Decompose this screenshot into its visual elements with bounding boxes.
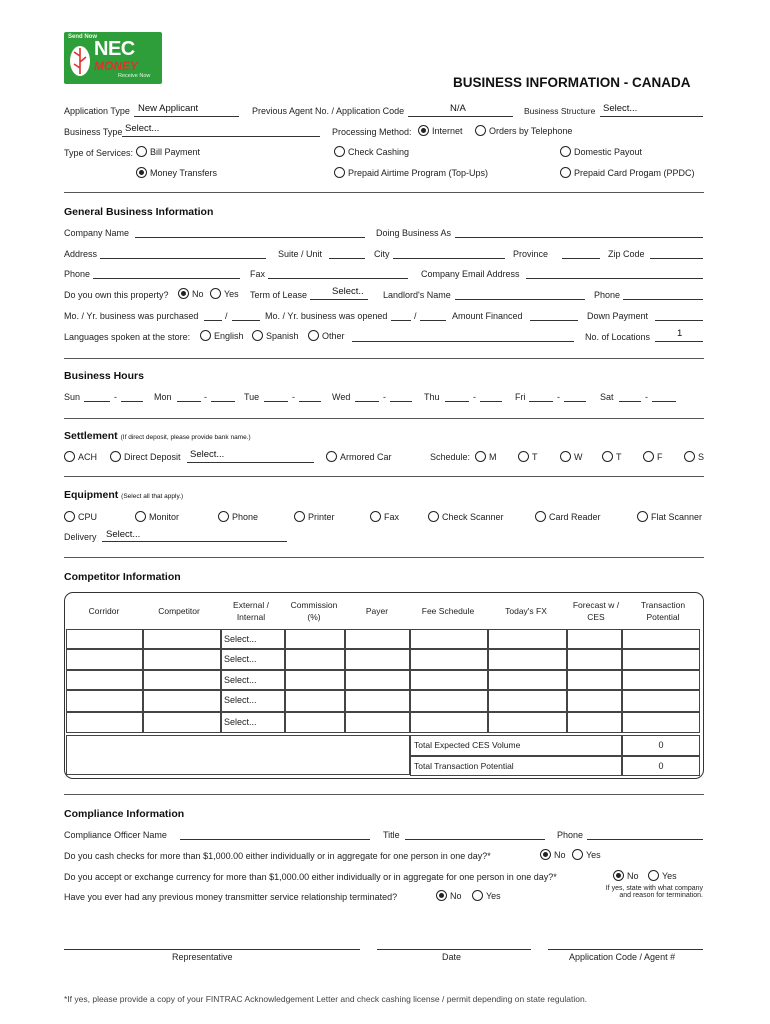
application-code-label: Application Code / Agent # [569, 952, 676, 962]
equipment-check-scanner-checkbox[interactable]: Check Scanner [428, 511, 504, 522]
hours-open-input[interactable] [529, 401, 553, 402]
hours-open-input[interactable] [264, 401, 288, 402]
settlement-heading: Settlement (If direct deposit, please provide bank name.) [64, 430, 251, 442]
title-input[interactable] [405, 839, 545, 840]
q2-no-radio[interactable]: No [613, 870, 639, 881]
own-property-no-radio[interactable]: No [178, 288, 204, 299]
email-input[interactable] [526, 278, 703, 279]
previous-agent-input[interactable]: N/A [450, 103, 466, 114]
question-terminated: Have you ever had any previous money transmitter service relationship terminated? [64, 892, 398, 902]
table-cell-input[interactable] [488, 712, 567, 733]
date-line[interactable] [377, 949, 531, 950]
date-label: Date [442, 952, 462, 962]
q3-no-radio[interactable]: No [436, 890, 462, 901]
table-cell-input[interactable] [410, 690, 488, 712]
external-internal-select[interactable]: Select... [221, 649, 285, 670]
hours-close-input[interactable] [211, 401, 235, 402]
table-cell-input[interactable] [410, 670, 488, 690]
hours-open-input[interactable] [177, 401, 201, 402]
col-forecast: Forecast w / CES [572, 600, 620, 622]
type-of-services-label: Type of Services: [64, 148, 134, 158]
processing-internet-radio[interactable]: Internet [418, 125, 463, 136]
province-label: Province [513, 249, 549, 259]
service-prepaid-card-radio[interactable]: Prepaid Card Progam (PPDC) [560, 167, 695, 178]
col-corridor: Corridor [88, 606, 120, 616]
email-label: Company Email Address [421, 269, 520, 279]
col-external-internal: External / Internal [233, 600, 269, 622]
hours-day-label: Tue [244, 392, 260, 402]
q3-yes-radio[interactable]: Yes [472, 890, 501, 901]
purchased-year-input[interactable] [232, 320, 260, 321]
hours-day-label: Fri [515, 392, 526, 402]
table-cell-input[interactable] [345, 690, 410, 712]
hours-heading: Business Hours [64, 370, 144, 382]
table-cell-input[interactable] [622, 712, 700, 733]
zip-label: Zip Code [608, 249, 645, 259]
landlord-phone-label: Phone [594, 290, 621, 300]
nec-money-logo [64, 32, 162, 84]
equipment-printer-checkbox[interactable]: Printer [294, 511, 335, 522]
lang-english-checkbox[interactable]: English [200, 330, 244, 341]
q2-yes-radio[interactable]: Yes [648, 870, 677, 881]
hours-open-input[interactable] [355, 401, 379, 402]
table-cell-input[interactable] [488, 690, 567, 712]
footer-note: *If yes, please provide a copy of your FINTRAC Acknowledgement Letter and check cashing license / permit depending on state regulation. [64, 994, 588, 1004]
amount-financed-label: Amount Financed [452, 311, 523, 321]
landlord-input[interactable] [455, 299, 585, 300]
table-cell-input[interactable] [143, 629, 221, 649]
table-cell-input[interactable] [345, 712, 410, 733]
total-ces-value: 0 [622, 735, 700, 756]
equipment-fax-checkbox[interactable]: Fax [370, 511, 399, 522]
table-cell-input[interactable] [143, 712, 221, 733]
officer-label: Compliance Officer Name [64, 830, 167, 840]
table-cell-input[interactable] [622, 649, 700, 670]
table-cell-input[interactable] [410, 629, 488, 649]
total-tx-label: Total Transaction Potential [410, 756, 622, 776]
table-cell-input[interactable] [285, 649, 345, 670]
compliance-phone-input[interactable] [587, 839, 703, 840]
address-label: Address [64, 249, 98, 259]
service-bill-payment-radio[interactable]: Bill Payment [136, 146, 200, 157]
external-internal-select[interactable]: Select... [221, 670, 285, 690]
table-cell-input[interactable] [66, 690, 143, 712]
direct-deposit-bank-select[interactable]: Select... [190, 449, 225, 460]
notes-area [66, 735, 410, 775]
city-input[interactable] [393, 258, 505, 259]
hours-close-input[interactable] [480, 401, 502, 402]
locations-label: No. of Locations [585, 332, 651, 342]
hours-day-label: Sun [64, 392, 81, 402]
lang-other-checkbox[interactable]: Other [308, 330, 345, 341]
down-payment-label: Down Payment [587, 311, 649, 321]
table-cell-input[interactable] [410, 649, 488, 670]
phone-label: Phone [64, 269, 91, 279]
table-cell-input[interactable] [345, 670, 410, 690]
terminated-note: If yes, state with what company and reason for termination. [605, 885, 703, 899]
col-todays-fx: Today's FX [505, 606, 547, 616]
hours-close-input[interactable] [299, 401, 321, 402]
processing-method-label: Processing Method: [332, 127, 412, 137]
question-exchange-currency: Do you accept or exchange currency for more than $1,000.00 either individually or in aggregate for one person in one day?* [64, 872, 557, 882]
table-cell-input[interactable] [143, 670, 221, 690]
term-of-lease-select[interactable]: Select.. [332, 286, 364, 297]
hours-open-input[interactable] [619, 401, 641, 402]
locations-input[interactable]: 1 [677, 328, 683, 339]
hours-open-input[interactable] [445, 401, 469, 402]
phone-input[interactable] [93, 278, 240, 279]
service-domestic-payout-radio[interactable]: Domestic Payout [560, 146, 642, 157]
total-ces-label: Total Expected CES Volume [410, 735, 622, 756]
compliance-heading: Compliance Information [64, 808, 185, 820]
equipment-card-reader-checkbox[interactable]: Card Reader [535, 511, 601, 522]
own-property-yes-radio[interactable]: Yes [210, 288, 239, 299]
external-internal-select[interactable]: Select... [221, 712, 285, 733]
service-prepaid-airtime-radio[interactable]: Prepaid Airtime Program (Top-Ups) [334, 167, 488, 178]
table-cell-input[interactable] [567, 690, 622, 712]
col-fee-schedule: Fee Schedule [421, 606, 475, 616]
suite-input[interactable] [329, 258, 365, 259]
previous-agent-label: Previous Agent No. / Application Code [252, 106, 405, 116]
province-input[interactable] [562, 258, 600, 259]
delivery-select[interactable]: Select... [106, 529, 141, 540]
representative-signature-line[interactable] [64, 949, 360, 950]
hours-day-label: Thu [424, 392, 440, 402]
hours-close-input[interactable] [390, 401, 412, 402]
business-structure-label: Business Structure [524, 106, 596, 116]
application-type-label: Application Type [64, 106, 130, 116]
table-cell-input[interactable] [622, 690, 700, 712]
lang-other-input[interactable] [352, 341, 574, 342]
table-cell-input[interactable] [285, 670, 345, 690]
table-cell-input[interactable] [567, 712, 622, 733]
col-payer: Payer [365, 606, 389, 616]
equipment-monitor-checkbox[interactable]: Monitor [135, 511, 179, 522]
title-label: Title [383, 830, 400, 840]
table-cell-input[interactable] [622, 629, 700, 649]
term-of-lease-label: Term of Lease [250, 290, 308, 300]
settlement-armored-car-radio[interactable]: Armored Car [326, 451, 392, 462]
zip-input[interactable] [650, 258, 703, 259]
table-cell-input[interactable] [143, 649, 221, 670]
dba-input[interactable] [455, 237, 703, 238]
business-type-select[interactable]: Select... [125, 123, 160, 134]
q1-yes-radio[interactable]: Yes [572, 849, 601, 860]
opened-month-input[interactable] [391, 320, 411, 321]
opened-slash: / [414, 311, 417, 321]
table-cell-input[interactable] [285, 690, 345, 712]
schedule-m-radio[interactable]: M [475, 451, 497, 462]
landlord-phone-input[interactable] [623, 299, 703, 300]
table-cell-input[interactable] [345, 649, 410, 670]
table-cell-input[interactable] [66, 649, 143, 670]
question-cash-checks: Do you cash checks for more than $1,000.00 either individually or in aggregate for one person in one day?* [64, 851, 491, 861]
competitor-heading: Competitor Information [64, 571, 181, 583]
external-internal-select[interactable]: Select... [221, 629, 285, 649]
table-cell-input[interactable] [285, 712, 345, 733]
table-cell-input[interactable] [488, 649, 567, 670]
schedule-t-radio[interactable]: T [518, 451, 538, 462]
dba-label: Doing Business As [376, 228, 452, 238]
application-code-line[interactable] [548, 949, 703, 950]
processing-telephone-radio[interactable]: Orders by Telephone [475, 125, 572, 136]
logo-nec: NEC [94, 38, 135, 60]
hours-day-label: Wed [332, 392, 351, 402]
business-type-label: Business Type [64, 127, 123, 137]
suite-label: Suite / Unit [278, 249, 323, 259]
hours-close-input[interactable] [564, 401, 586, 402]
service-check-cashing-radio[interactable]: Check Cashing [334, 146, 409, 157]
table-cell-input[interactable] [345, 629, 410, 649]
hours-close-input[interactable] [121, 401, 143, 402]
settlement-direct-deposit-radio[interactable]: Direct Deposit [110, 451, 181, 462]
table-cell-input[interactable] [143, 690, 221, 712]
landlord-label: Landlord's Name [383, 290, 451, 300]
hours-day-label: Sat [600, 392, 614, 402]
purchased-label: Mo. / Yr. business was purchased [64, 311, 199, 321]
equipment-cpu-checkbox[interactable]: CPU [64, 511, 97, 522]
table-cell-input[interactable] [622, 670, 700, 690]
schedule-w-radio[interactable]: W [560, 451, 583, 462]
opened-label: Mo. / Yr. business was opened [265, 311, 388, 321]
application-type-select[interactable]: New Applicant [138, 103, 199, 114]
own-property-label: Do you own this property? [64, 290, 169, 300]
competitor-table [64, 592, 704, 779]
equipment-heading: Equipment (Select all that apply.) [64, 489, 184, 501]
service-money-transfers-radio[interactable]: Money Transfers [136, 167, 217, 178]
city-label: City [374, 249, 390, 259]
table-cell-input[interactable] [66, 629, 143, 649]
table-cell-input[interactable] [567, 670, 622, 690]
table-cell-input[interactable] [66, 670, 143, 690]
table-cell-input[interactable] [66, 712, 143, 733]
equipment-flat-scanner-checkbox[interactable]: Flat Scanner [637, 511, 702, 522]
general-heading: General Business Information [64, 206, 214, 218]
lang-spanish-checkbox[interactable]: Spanish [252, 330, 299, 341]
leaf-icon [68, 44, 92, 78]
logo-send-now: Send Now [68, 34, 98, 40]
hours-day-label: Mon [154, 392, 172, 402]
col-competitor: Competitor [158, 606, 200, 616]
schedule-s-radio[interactable]: S [684, 451, 704, 462]
purchased-month-input[interactable] [204, 320, 222, 321]
equipment-phone-checkbox[interactable]: Phone [218, 511, 258, 522]
table-cell-input[interactable] [410, 712, 488, 733]
company-name-label: Company Name [64, 228, 130, 238]
page-title: BUSINESS INFORMATION - CANADA [453, 75, 691, 90]
address-input[interactable] [100, 258, 266, 259]
col-commission: Commission (%) [290, 600, 338, 622]
table-cell-input[interactable] [488, 629, 567, 649]
table-cell-input[interactable] [285, 629, 345, 649]
fax-input[interactable] [268, 278, 408, 279]
delivery-label: Delivery [64, 532, 97, 542]
down-payment-input[interactable] [655, 320, 703, 321]
representative-label: Representative [172, 952, 233, 962]
external-internal-select[interactable]: Select... [221, 690, 285, 712]
schedule-f-radio[interactable]: F [643, 451, 663, 462]
company-name-input[interactable] [135, 237, 365, 238]
settlement-ach-radio[interactable]: ACH [64, 451, 97, 462]
opened-year-input[interactable] [420, 320, 446, 321]
officer-input[interactable] [180, 839, 370, 840]
languages-label: Languages spoken at the store: [64, 332, 191, 342]
table-cell-input[interactable] [488, 670, 567, 690]
table-cell-input[interactable] [567, 649, 622, 670]
schedule-th-radio[interactable]: T [602, 451, 622, 462]
table-cell-input[interactable] [567, 629, 622, 649]
compliance-phone-label: Phone [557, 830, 584, 840]
q1-no-radio[interactable]: No [540, 849, 566, 860]
hours-open-input[interactable] [84, 401, 110, 402]
col-transaction-potential: Transaction Potential [640, 600, 686, 622]
schedule-label: Schedule: [430, 452, 471, 462]
logo-receive-now: Receive Now [118, 73, 151, 79]
business-structure-select[interactable]: Select... [603, 103, 638, 114]
logo-money: MONEY [94, 59, 139, 73]
hours-close-input[interactable] [652, 401, 676, 402]
fax-label: Fax [250, 269, 266, 279]
total-tx-value: 0 [622, 756, 700, 776]
amount-financed-input[interactable] [530, 320, 578, 321]
purchased-slash: / [225, 311, 228, 321]
